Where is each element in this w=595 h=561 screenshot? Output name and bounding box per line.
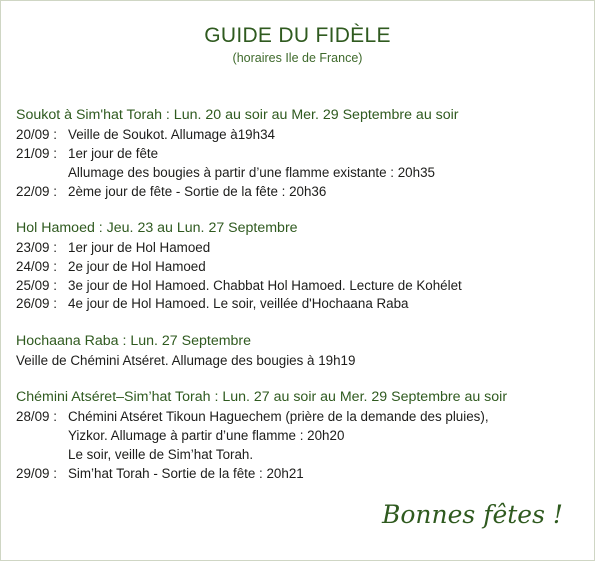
- schedule-date: 29/09 :: [16, 466, 57, 481]
- schedule-text: Allumage des bougies à partir d’une flamme existante : 20h35: [68, 165, 435, 180]
- schedule-date: 26/09 :: [16, 296, 57, 311]
- schedule-line: [68, 447, 253, 462]
- schedule-line: [16, 240, 210, 255]
- schedule-text: 1er jour de Hol Hamoed: [68, 240, 211, 255]
- schedule-date: 23/09 :: [16, 240, 57, 255]
- schedule-date: 20/09 :: [16, 127, 57, 142]
- schedule-text: 1er jour de fête: [68, 146, 159, 161]
- schedule-date: 28/09 :: [16, 409, 57, 424]
- schedule-line: [68, 428, 344, 443]
- section-heading-hol-hamoed: Hol Hamoed : Jeu. 23 au Lun. 27 Septembre: [16, 220, 298, 236]
- schedule-line: [16, 353, 355, 368]
- schedule-line: [16, 127, 275, 142]
- schedule-date: 22/09 :: [16, 184, 57, 199]
- schedule-line: [68, 165, 435, 180]
- schedule-text: Sim’hat Torah - Sortie de la fête : 20h21: [68, 466, 304, 481]
- page-title: GUIDE DU FIDÈLE: [204, 24, 391, 47]
- schedule-text: Chémini Atséret Tikoun Haguechem (prière de la demande des pluies),: [68, 409, 489, 424]
- schedule-text: Yizkor. Allumage à partir d’une flamme : 20h20: [68, 428, 345, 443]
- schedule-text: 2e jour de Hol Hamoed: [68, 259, 206, 274]
- schedule-date: 25/09 :: [16, 278, 57, 293]
- schedule-date: 21/09 :: [16, 146, 57, 161]
- schedule-text: Le soir, veille de Sim’hat Torah.: [68, 447, 254, 462]
- schedule-text: Veille de Chémini Atséret. Allumage des bougies à 19h19: [16, 353, 356, 368]
- schedule-line: [16, 259, 206, 274]
- section-heading-soukot: Soukot à Sim'hat Torah : Lun. 20 au soir au Mer. 29 Septembre au soir: [16, 107, 459, 123]
- schedule-line: [16, 409, 489, 424]
- schedule-line: [16, 296, 409, 311]
- schedule-text: Veille de Soukot. Allumage à19h34: [68, 127, 275, 142]
- closing-greeting: Bonnes fêtes !: [382, 500, 563, 529]
- section-heading-chemini-atseret: Chémini Atséret–Sim’hat Torah : Lun. 27 au soir au Mer. 29 Septembre au soir: [16, 389, 508, 405]
- page-subtitle: (horaires Ile de France): [232, 51, 363, 65]
- schedule-text: 4e jour de Hol Hamoed. Le soir, veillée d'Hochaana Raba: [68, 296, 409, 311]
- schedule-line: [16, 146, 158, 161]
- section-heading-hochaana-raba: Hochaana Raba : Lun. 27 Septembre: [16, 333, 252, 349]
- schedule-text: 3e jour de Hol Hamoed. Chabbat Hol Hamoed. Lecture de Kohélet: [68, 278, 462, 293]
- schedule-text: 2ème jour de fête - Sortie de la fête : 20h36: [68, 184, 327, 199]
- schedule-line: [16, 278, 462, 293]
- schedule-date: 24/09 :: [16, 259, 57, 274]
- schedule-line: [16, 184, 326, 199]
- schedule-line: [16, 466, 304, 481]
